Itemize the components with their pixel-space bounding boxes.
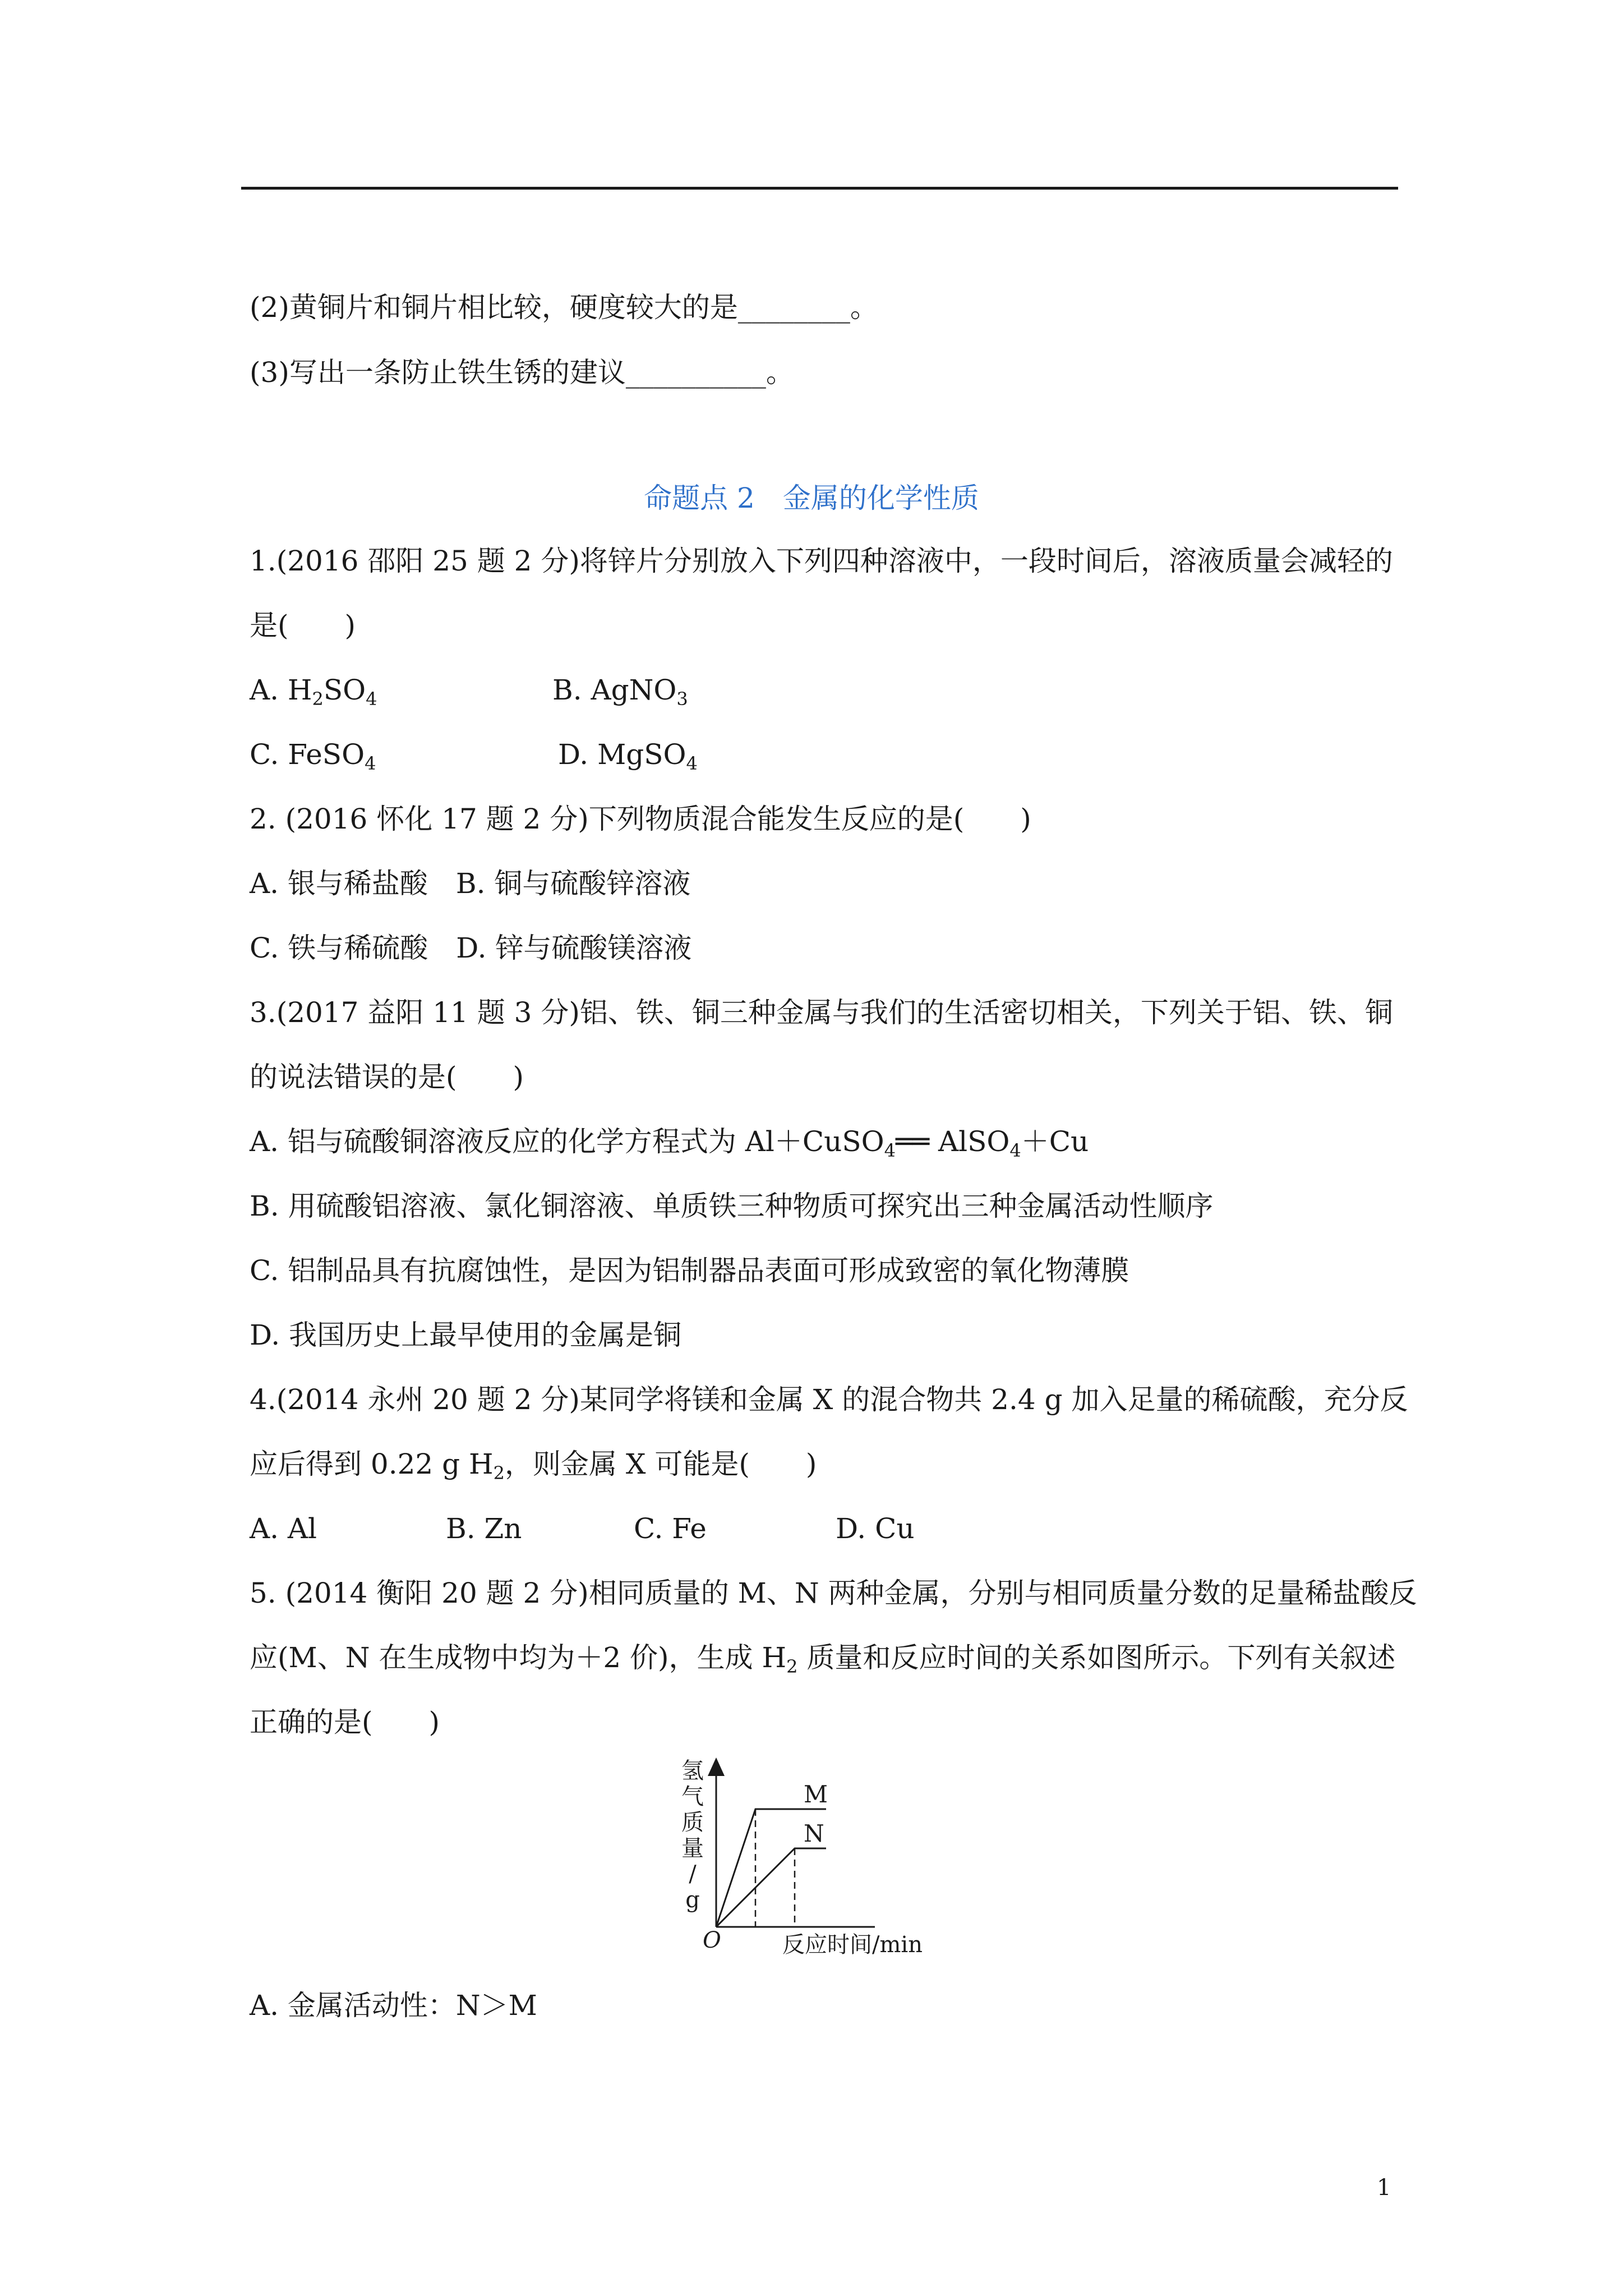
section-title: 命题点 2 金属的化学性质 — [644, 482, 979, 514]
header-rule — [241, 187, 1398, 190]
option-b[interactable]: B. AgNO$_3$ — [552, 674, 688, 710]
option-d[interactable]: D. MgSO$_4$ — [558, 738, 698, 774]
question-4-text-cont: 应后得到 0.22 g $H_2$，则金属 X 可能是( ) — [250, 1448, 817, 1484]
question-2-options-cd[interactable]: C. 铁与稀硫酸 D. 锌与硫酸镁溶液 — [250, 932, 692, 964]
question-5-text-end: 正确的是( ) — [250, 1706, 440, 1738]
question-3-option-d[interactable]: D. 我国历史上最早使用的金属是铜 — [250, 1319, 682, 1351]
option-b[interactable]: B. Zn — [446, 1512, 522, 1545]
question-3-option-c[interactable]: C. 铝制品具有抗腐蚀性，是因为铝制器品表面可形成致密的氧化物薄膜 — [250, 1254, 1129, 1287]
question-1-options-cd — [250, 738, 698, 774]
question-4-options — [250, 1512, 915, 1545]
question-1-text: 1.(2016 邵阳 25 题 2 分)将锌片分别放入下列四种溶液中，一段时间后，溶液质量会减轻的 — [250, 545, 1393, 577]
option-c[interactable]: C. Fe — [634, 1512, 707, 1545]
option-a[interactable]: A. $H_2SO_4$ — [250, 674, 377, 710]
y-axis-label — [681, 1758, 704, 1913]
question-5-text-cont: 应(M、N 在生成物中均为＋2 价)，生成 $H_2$ 质量和反应时间的关系如图所示。下列有关叙述 — [250, 1641, 1396, 1677]
question-1-text-cont: 是( ) — [250, 609, 356, 642]
question-part-2: (2)黄铜片和铜片相比较，硬度较大的是________。 — [250, 291, 878, 324]
question-part-3: (3)写出一条防止铁生锈的建议__________。 — [250, 356, 794, 389]
option-c[interactable]: C. FeSO$_4$ — [250, 738, 376, 774]
question-2-options-ab[interactable]: A. 银与稀盐酸 B. 铜与硫酸锌溶液 — [250, 867, 691, 900]
y-axis-label-char: g — [685, 1887, 700, 1913]
question-3-option-a[interactable]: A. 铝与硫酸铜溶液反应的化学方程式为 Al＋CuSO$_4$══ AlSO$_4$＋Cu — [250, 1125, 1089, 1161]
hydrogen-mass-chart — [681, 1756, 973, 1969]
question-5-text: 5. (2014 衡阳 20 题 2 分)相同质量的 M、N 两种金属，分别与相同质量分数的足量稀盐酸反 — [250, 1577, 1417, 1609]
option-d[interactable]: D. Cu — [836, 1512, 915, 1545]
page-number: 1 — [1377, 2175, 1391, 2201]
y-axis-label-char: 气 — [681, 1784, 704, 1810]
option-a[interactable]: A. Al — [250, 1512, 317, 1545]
question-5-option-a[interactable]: A. 金属活动性：N＞M — [250, 1989, 537, 2022]
y-axis-label-char: 量 — [681, 1835, 704, 1861]
chart-svg — [681, 1756, 973, 1969]
series-line-n — [716, 1848, 826, 1927]
series-label-n: N — [804, 1820, 824, 1847]
question-3-text-cont: 的说法错误的是( ) — [250, 1061, 524, 1093]
origin-label: O — [703, 1927, 721, 1953]
question-3-text: 3.(2017 益阳 11 题 3 分)铝、铁、铜三种金属与我们的生活密切相关，下列关于铝、铁、铜 — [250, 996, 1393, 1029]
series-label-m: M — [804, 1780, 828, 1808]
chart-marks — [716, 1780, 828, 1927]
question-3-option-b[interactable]: B. 用硫酸铝溶液、氯化铜溶液、单质铁三种物质可探究出三种金属活动性顺序 — [250, 1190, 1214, 1222]
y-axis-label-char: 氢 — [681, 1758, 704, 1784]
question-2-text: 2. (2016 怀化 17 题 2 分)下列物质混合能发生反应的是( ) — [250, 803, 1031, 835]
question-1-options-ab — [250, 673, 688, 710]
y-axis-label-char: / — [689, 1861, 697, 1887]
y-axis-label-char: 质 — [681, 1810, 704, 1835]
x-axis-label: 反应时间/min — [782, 1932, 923, 1958]
question-4-text: 4.(2014 永州 20 题 2 分)某同学将镁和金属 X 的混合物共 2.4 g 加入足量的稀硫酸，充分反 — [250, 1383, 1408, 1416]
